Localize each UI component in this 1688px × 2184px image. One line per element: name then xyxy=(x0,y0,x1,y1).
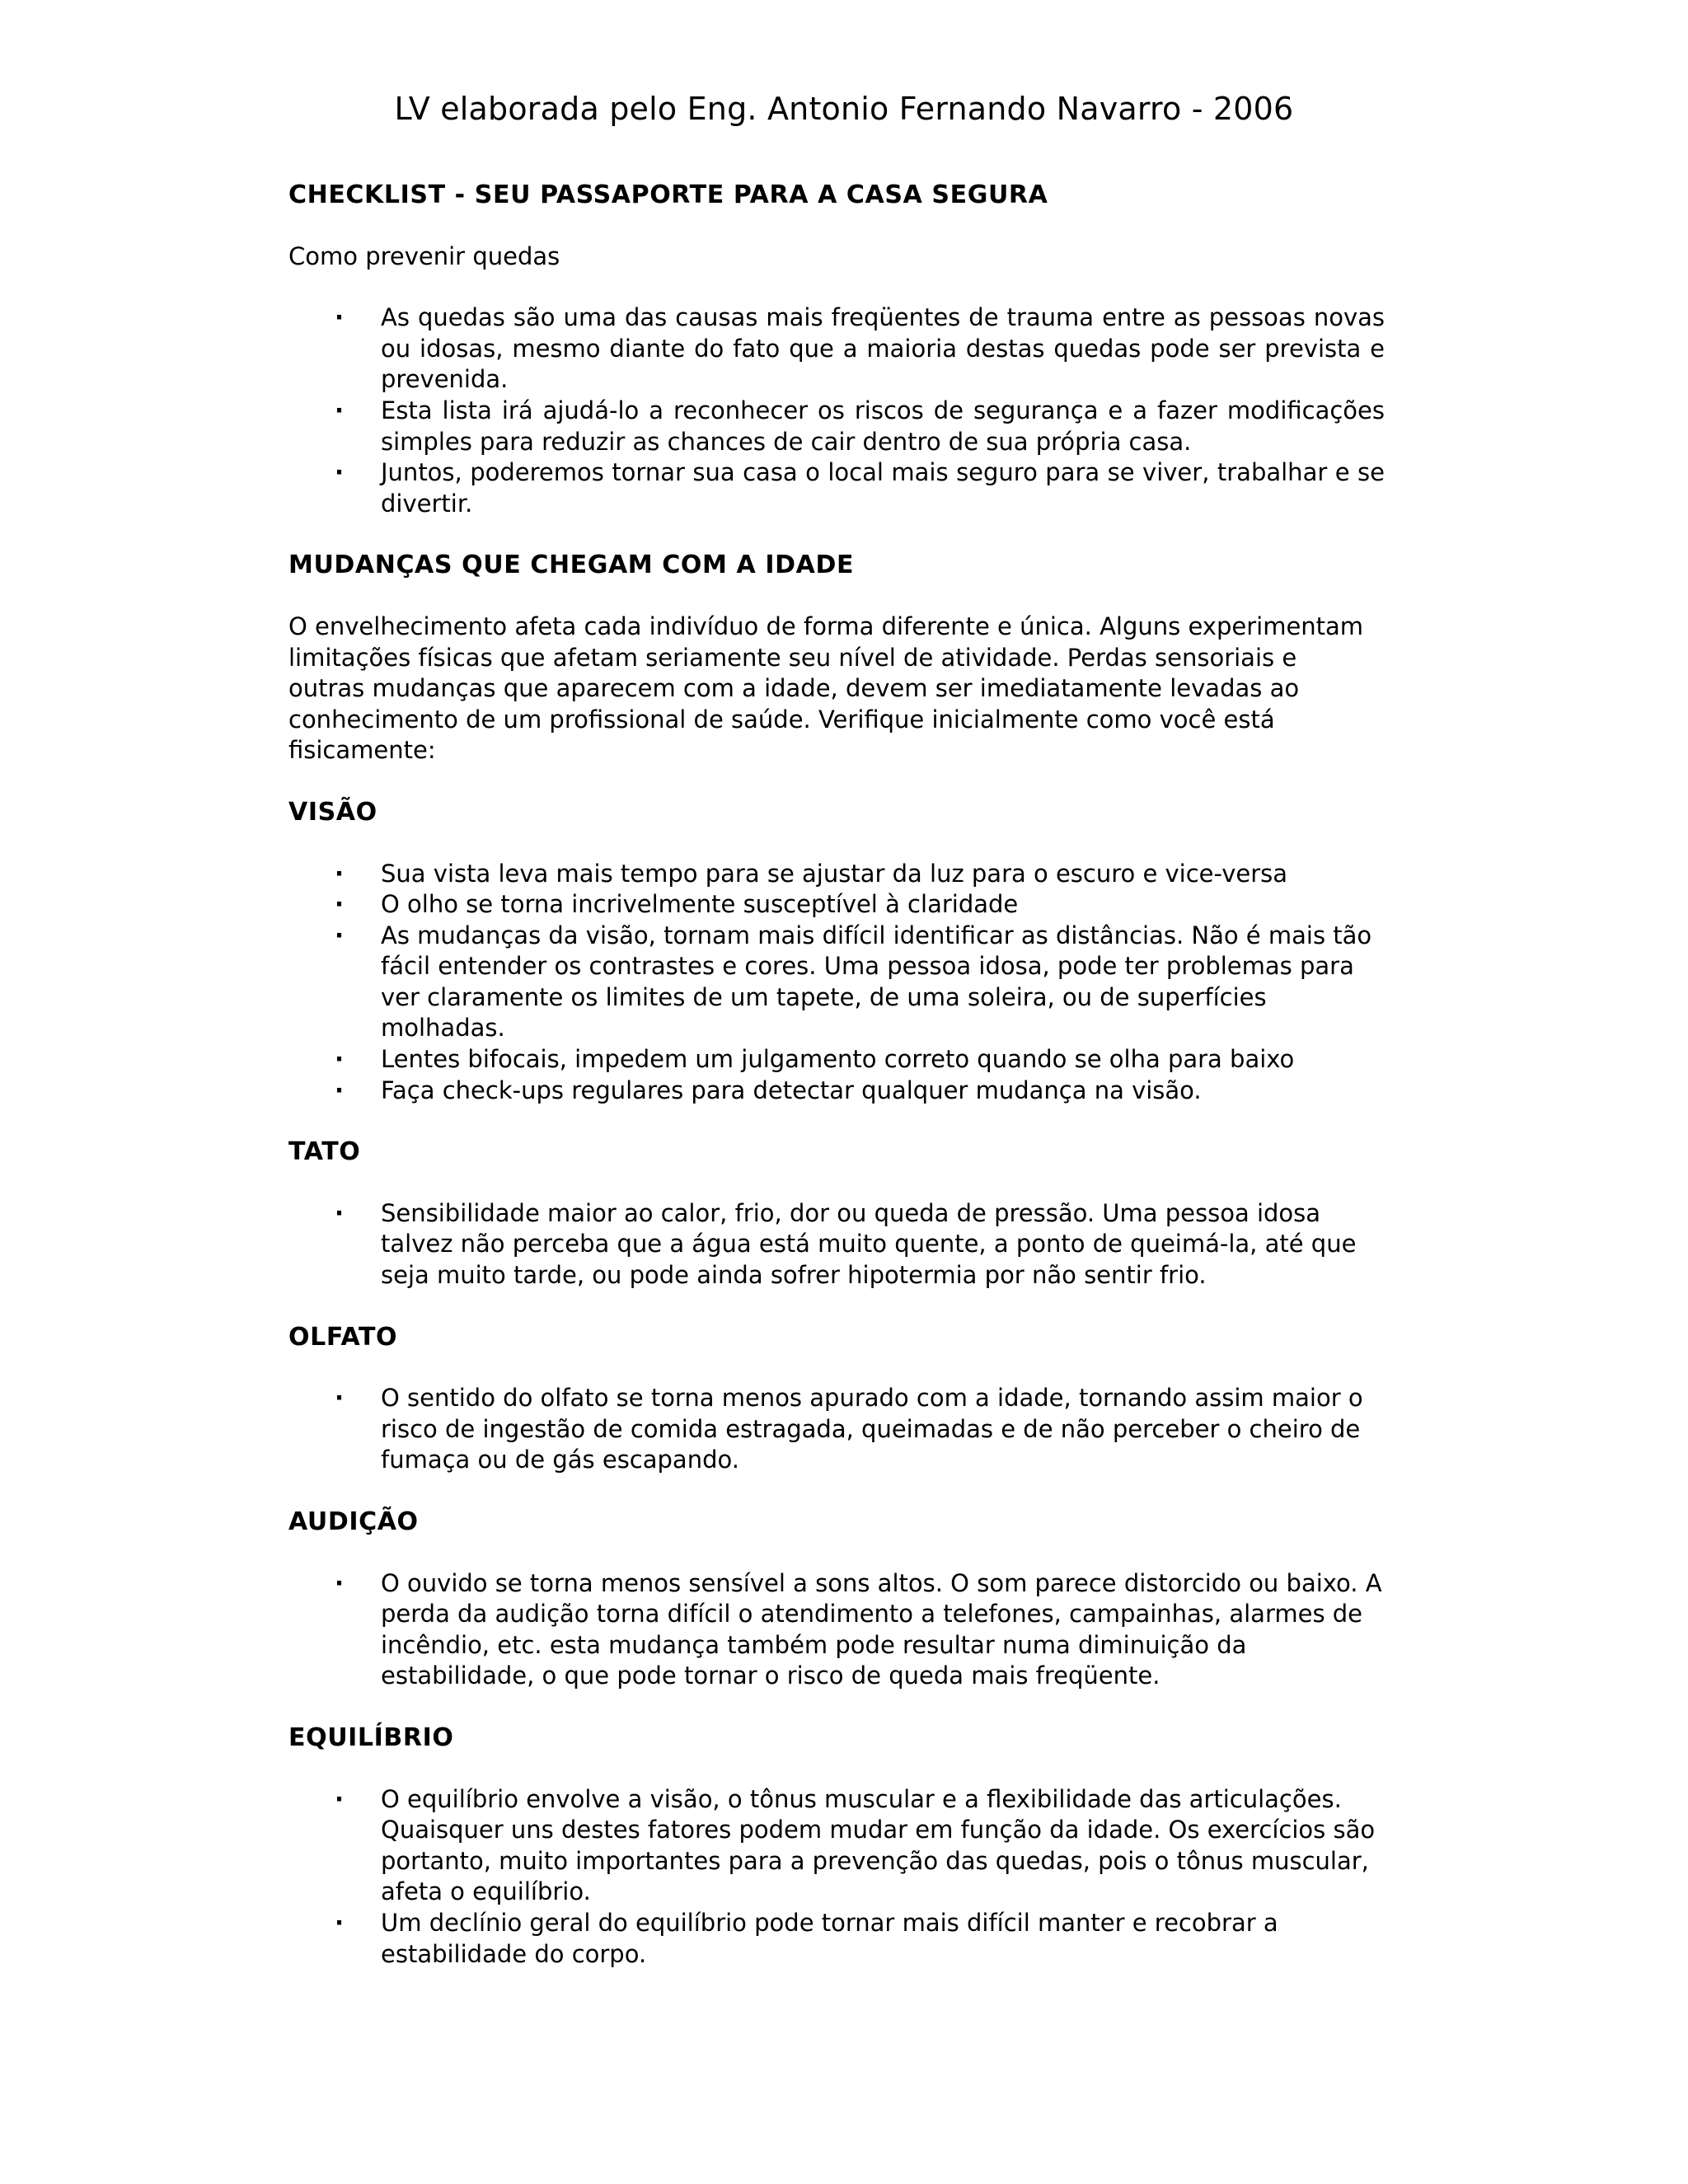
list-item: · As mudanças da visão, tornam mais difícil identificar as distâncias. Não é mais tão fácil entender os contrastes e cores. Uma pessoa idosa, pode ter problemas para ver claramente os limites de um tapete, de uma soleira, ou de superfícies molhadas. xyxy=(381,921,1385,1044)
list-item: · Lentes bifocais, impedem um julgamento correto quando se olha para baixo xyxy=(381,1044,1385,1076)
list-item: · Sua vista leva mais tempo para se ajustar da luz para o escuro e vice-versa xyxy=(381,859,1385,890)
page-header: LV elaborada pelo Eng. Antonio Fernando Navarro - 2006 xyxy=(394,91,1294,127)
list-item: · O olho se torna incrivelmente susceptível à claridade xyxy=(381,889,1385,921)
section-heading-balance: EQUILÍBRIO xyxy=(288,1722,454,1752)
age-changes-paragraph: O envelhecimento afeta cada indivíduo de forma diferente e única. Alguns experimentam limitações físicas que afetam seriamente seu nível de atividade. Perdas sensoriais e outras mudanças que aparecem com a idade, devem ser imediatamente levadas ao conhecimento de um profissional de saúde. Verifique inicialmente como você está fisicamente: xyxy=(288,612,1364,765)
document-title: CHECKLIST - SEU PASSAPORTE PARA A CASA SEGURA xyxy=(288,180,1048,209)
vision-bullet-list xyxy=(288,859,1385,1107)
smell-bullet-list xyxy=(288,1383,1385,1476)
section-heading-smell: OLFATO xyxy=(288,1322,398,1352)
list-item: · Um declínio geral do equilíbrio pode tornar mais difícil manter e recobrar a estabilidade do corpo. xyxy=(381,1908,1385,1970)
list-item: · Esta lista irá ajudá-lo a reconhecer os riscos de segurança e a fazer modificações simples para reduzir as chances de cair dentro de sua própria casa. xyxy=(381,396,1385,457)
list-item: · O sentido do olfato se torna menos apurado com a idade, tornando assim maior o risco de ingestão de comida estragada, queimadas e de não perceber o cheiro de fumaça ou de gás escapando. xyxy=(381,1383,1385,1476)
list-item: · O ouvido se torna menos sensível a sons altos. O som parece distorcido ou baixo. A perda da audição torna difícil o atendimento a telefones, campainhas, alarmes de incêndio, etc. esta mudança também pode resultar numa diminuição da estabilidade, o que pode tornar o risco de queda mais freqüente. xyxy=(381,1568,1385,1692)
list-item: · Faça check-ups regulares para detectar qualquer mudança na visão. xyxy=(381,1076,1385,1107)
document-body xyxy=(288,180,1385,1970)
intro-bullet-list xyxy=(288,302,1385,519)
list-item: · Sensibilidade maior ao calor, frio, dor ou queda de pressão. Uma pessoa idosa talvez não perceba que a água está muito quente, a ponto de queimá-la, até que seja muito tarde, ou pode ainda sofrer hipotermia por não sentir frio. xyxy=(381,1198,1385,1291)
list-item: · O equilíbrio envolve a visão, o tônus muscular e a flexibilidade das articulações. Quaisquer uns destes fatores podem mudar em função da idade. Os exercícios são portanto, muito importantes para a prevenção das quedas, pois o tônus muscular, afeta o equilíbrio. xyxy=(381,1784,1385,1908)
intro-subtitle: Como prevenir quedas xyxy=(288,241,560,270)
hearing-bullet-list xyxy=(288,1568,1385,1692)
section-heading-vision: VISÃO xyxy=(288,797,377,827)
section-heading-age-changes: MUDANÇAS QUE CHEGAM COM A IDADE xyxy=(288,551,855,580)
section-heading-hearing: AUDIÇÃO xyxy=(288,1507,419,1536)
list-item: · Juntos, poderemos tornar sua casa o local mais seguro para se viver, trabalhar e se divertir. xyxy=(381,457,1385,519)
touch-bullet-list xyxy=(288,1198,1385,1291)
section-heading-touch: TATO xyxy=(288,1137,361,1167)
balance-bullet-list xyxy=(288,1784,1385,1971)
list-item: · As quedas são uma das causas mais freqüentes de trauma entre as pessoas novas ou idosas, mesmo diante do fato que a maioria destas quedas pode ser prevista e prevenida. xyxy=(381,302,1385,396)
